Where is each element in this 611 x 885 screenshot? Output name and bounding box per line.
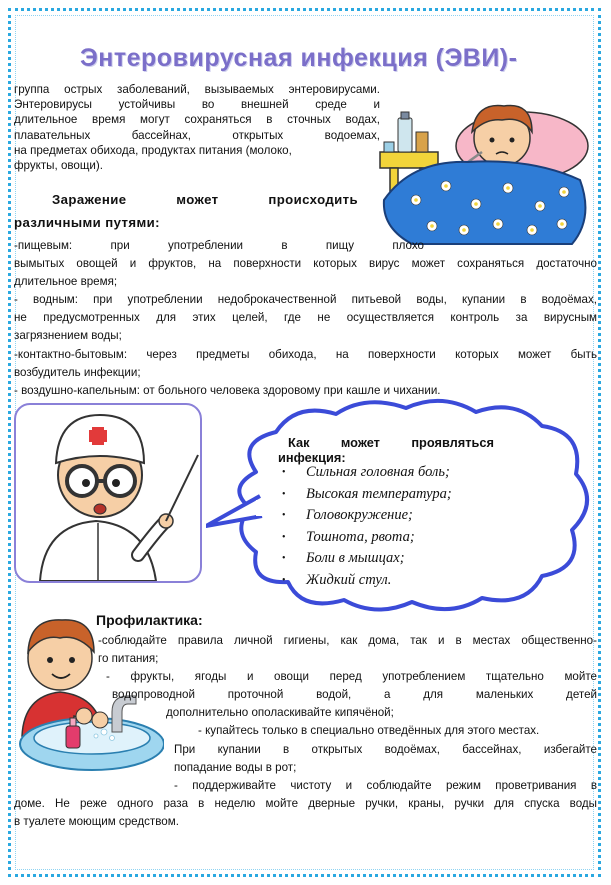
transmission-heading-line: Заражение может происходить — [52, 192, 358, 207]
intro-line: на предметах обихода, продуктах питания (молоко, — [14, 143, 292, 157]
list-item: • Головокружение; — [282, 507, 413, 523]
prevention-line: попадание воды в рот; — [174, 760, 297, 774]
symptoms-heading — [288, 435, 494, 450]
transmission-line: не предусмотренных для этих целей, где не осуществляется контроль за вирусным — [14, 311, 597, 325]
prevention-row — [112, 686, 597, 704]
symptoms-list — [282, 462, 522, 591]
prevention-row — [106, 668, 597, 686]
prevention-line: водопроводной проточной водой, а для маленьких детей — [112, 688, 597, 702]
prevention-row — [174, 741, 597, 759]
transmission-text — [14, 237, 597, 400]
symptoms-heading-line: инфекция: — [278, 450, 346, 465]
prevention-line: в туалете моющим средством. — [14, 814, 179, 828]
intro-line: Энтеровирусы устойчивы во внешней среде и — [14, 98, 380, 112]
transmission-line: - воздушно-капельным: от больного человека здоровому при кашле и чихании. — [14, 383, 441, 397]
prevention-line: При купании в открытых водоёмах, бассейнах, избегайте — [174, 742, 597, 756]
sick-child-icon — [372, 88, 604, 250]
transmission-line: -контактно-бытовым: через предметы обихода, на поверхности которых может быть — [14, 347, 597, 361]
prevention-line: дополнительно ополаскивайте кипячёной; — [166, 706, 394, 720]
prevention-line: - купайтесь только в специально отведённых для этого местах. — [198, 724, 540, 738]
intro-paragraph — [14, 82, 380, 173]
page-title: Энтеровирусная инфекция (ЭВИ)- — [80, 44, 518, 72]
symptoms-heading-line: Как может проявляться — [288, 435, 494, 450]
intro-line: длительное время могут сохраняться в сточных водах, — [14, 113, 380, 127]
prevention-row — [174, 777, 597, 795]
prevention-line: го питания; — [98, 652, 159, 666]
prevention-text — [14, 632, 597, 831]
list-item: • Сильная головная боль; — [282, 464, 450, 480]
transmission-line: - водным: при употреблении недоброкачественной питьевой воды, купании в водоёмах, — [14, 293, 597, 307]
transmission-heading-line: различными путями: — [14, 215, 160, 230]
transmission-line: загрязнением воды; — [14, 329, 122, 343]
prevention-line: доме. Не реже одного раза в неделю мойте дверные ручки, краны, ручки для спуска воды — [14, 796, 597, 810]
list-item: • Высокая температура; — [282, 485, 452, 502]
transmission-line: -пищевым: при употреблении в пищу плохо — [14, 239, 424, 252]
list-item: • Жидкий стул. — [282, 571, 392, 588]
intro-line: плавательных бассейнах, открытых водоемах, — [14, 128, 380, 142]
transmission-line: возбудитель инфекции; — [14, 365, 141, 379]
transmission-line: длительное время; — [14, 275, 118, 289]
prevention-line: - фрукты, ягоды и овощи перед употреблением тщательно мойте — [106, 670, 597, 684]
prevention-line: - поддерживайте чистоту и соблюдайте режим проветривания в — [174, 778, 597, 792]
intro-line: группа острых заболеваний, вызываемых энтеровирусами. — [14, 83, 380, 96]
transmission-heading — [52, 191, 358, 208]
prevention-heading: Профилактика: — [96, 612, 203, 628]
prevention-row — [98, 632, 597, 650]
prevention-line: -соблюдайте правила личной гигиены, как дома, так и в местах общественно- — [98, 634, 597, 647]
doctor-icon — [16, 405, 200, 581]
intro-line: фрукты, овощи). — [14, 159, 103, 173]
list-item: • Боли в мышцах; — [282, 550, 405, 566]
list-item: • Тошнота, рвота; — [282, 528, 415, 545]
doctor-frame — [14, 403, 202, 583]
transmission-line: вымытых овощей и фруктов, на поверхности которых вирус может сохраняться достаточно — [14, 257, 597, 271]
